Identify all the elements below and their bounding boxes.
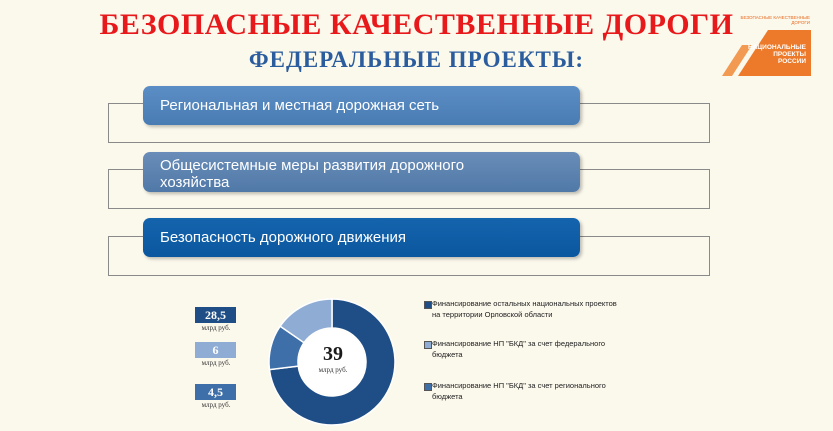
- donut-total-unit: млрд руб.: [318, 366, 348, 374]
- value-box-other-projects: 28,5: [195, 307, 236, 323]
- project-label-line2: хозяйства: [160, 174, 230, 191]
- legend-label: Финансирование НП "БКД" за счет регионального бюджета: [432, 381, 606, 401]
- logo-top-text: БЕЗОПАСНЫЕ КАЧЕСТВЕННЫЕ ДОРОГИ: [740, 15, 810, 25]
- legend-item-other-projects: [432, 299, 622, 320]
- value-unit: млрд руб.: [201, 401, 231, 409]
- value-box-regional: 4,5: [195, 384, 236, 400]
- legend-item-federal: [432, 339, 622, 360]
- legend-item-regional: [432, 381, 622, 402]
- legend-swatch: [424, 341, 432, 349]
- value-unit: млрд руб.: [201, 324, 231, 332]
- project-bar-road-safety: [143, 218, 580, 257]
- value-unit: млрд руб.: [201, 359, 231, 367]
- project-label: Безопасность дорожного движения: [160, 229, 407, 246]
- national-projects-logo: [718, 12, 813, 78]
- logo-line1: НАЦИОНАЛЬНЫЕ: [748, 43, 806, 51]
- logo-line3: РОССИИ: [777, 58, 806, 66]
- legend-swatch: [424, 301, 432, 309]
- page-subtitle: ФЕДЕРАЛЬНЫЕ ПРОЕКТЫ:: [248, 47, 585, 72]
- legend-label: Финансирование остальных национальных проектов на территории Орловской области: [432, 299, 617, 319]
- donut-total: 39: [323, 343, 343, 365]
- project-bar-regional-roads: [143, 86, 580, 125]
- page-title: БЕЗОПАСНЫЕ КАЧЕСТВЕННЫЕ ДОРОГИ: [99, 8, 734, 41]
- project-label-line1: Общесистемные меры развития дорожного: [160, 157, 465, 174]
- project-bar-systemic-measures: [143, 152, 580, 192]
- legend-swatch: [424, 383, 432, 391]
- legend-label: Финансирование НП "БКД" за счет федерального бюджета: [432, 339, 606, 359]
- logo-line2: ПРОЕКТЫ: [773, 51, 806, 59]
- value-box-federal: 6: [195, 342, 236, 358]
- project-label: Региональная и местная дорожная сеть: [160, 97, 440, 114]
